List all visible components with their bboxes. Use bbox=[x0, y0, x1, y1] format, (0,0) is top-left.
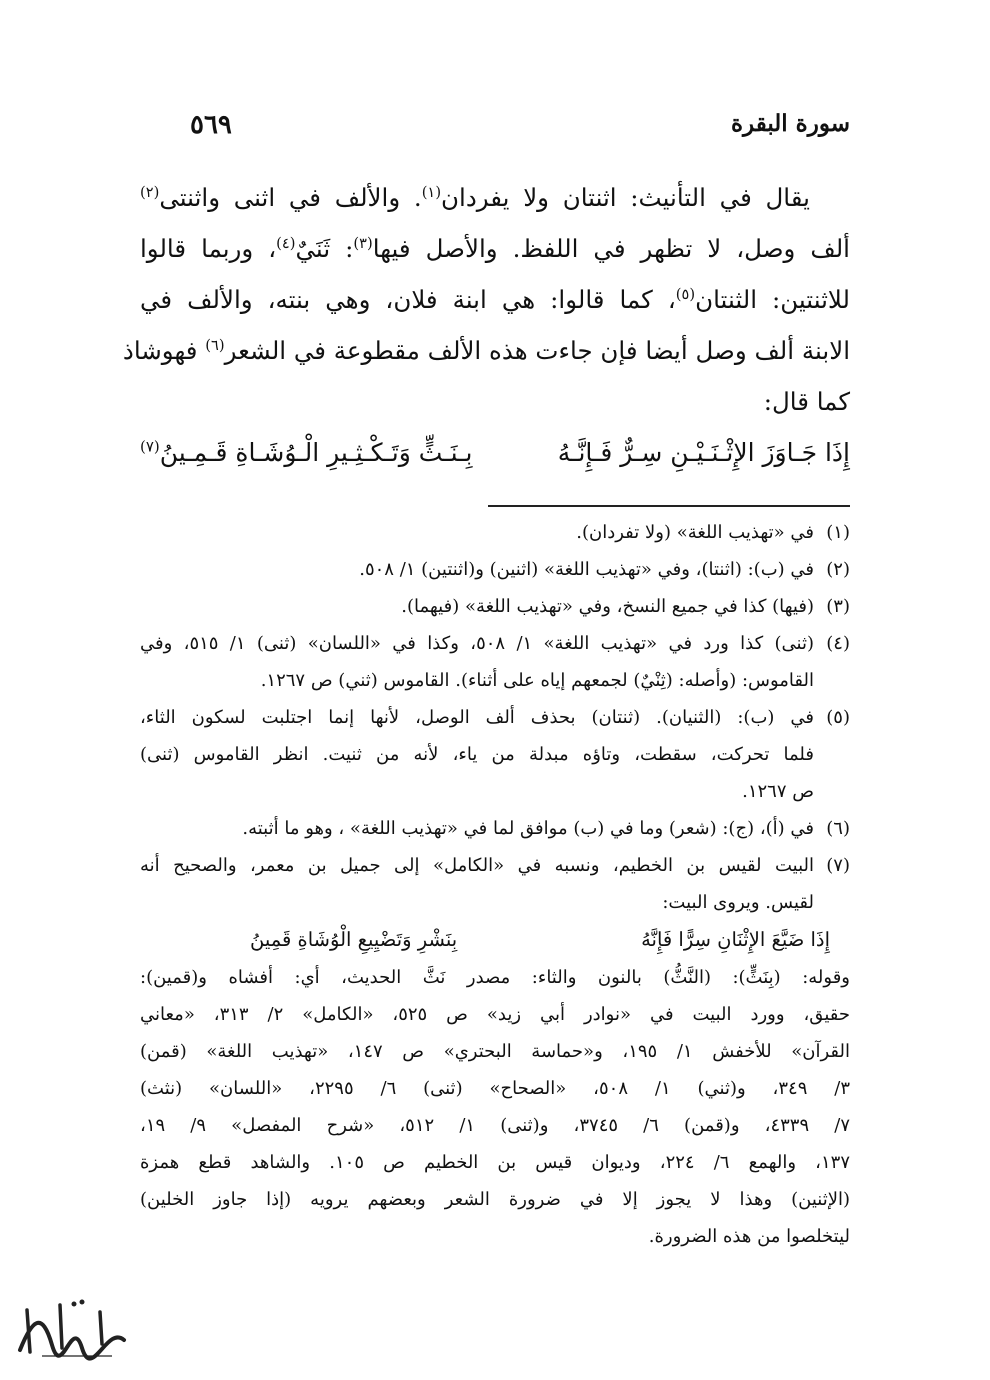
footnote-marker-2: (٢) bbox=[140, 183, 160, 201]
footnote-3 bbox=[140, 588, 850, 625]
main-line-5: كما قال: bbox=[763, 387, 850, 416]
footnote-marker-4: (٤) bbox=[276, 234, 296, 252]
footnote-number: (٢) bbox=[826, 559, 850, 580]
footnote-line: ص ١٢٦٧. bbox=[742, 781, 814, 802]
footnote-line: ١٣٧، والهمع ٦/ ٢٢٤، وديوان قيس بن الخطيم ص ١٠٥. والشاهد قطع همزة bbox=[140, 1152, 850, 1173]
footnote-7 bbox=[140, 847, 850, 921]
footnote-7-continued bbox=[140, 959, 850, 1255]
poetry-verse bbox=[140, 427, 850, 479]
footnote-line: (الإثنين) وهذا لا يجوز إلا في ضرورة الشعر وبعضهم يرويه (إذا جاوز الخلين) bbox=[140, 1189, 850, 1210]
footnote-line: في (ب): (اثنتا)، وفي «تهذيب اللغة» (اثنين) و(اثنتين) ١/ ٥٠٨. bbox=[359, 559, 814, 580]
publisher-logo bbox=[12, 1290, 132, 1370]
footnote-1 bbox=[140, 514, 850, 551]
footnote-separator bbox=[488, 505, 850, 507]
footnote-line: وقوله: (بِنَثٍّ): (النَّثُّ) بالنون والثاء: مصدر نَثَّ الحديث، أي: أفشاه و(قمين): bbox=[140, 967, 850, 988]
footnote-number: (٧) bbox=[826, 855, 850, 876]
footnote-verse-hemistich-2: بِنَشْرِ وَتَضْيِيعِ الْوُشَاةِ قَمِينُ bbox=[250, 928, 458, 951]
footnote-number: (٣) bbox=[826, 596, 850, 617]
footnote-line: (ثنى) كذا ورد في «تهذيب اللغة» ١/ ٥٠٨، وكذا في «اللسان» (ثنى) ١/ ٥١٥، وفي bbox=[140, 633, 814, 654]
footnote-marker-5: (٥) bbox=[675, 285, 696, 303]
main-line-3: للاثنتين: الثنتان$^{(٥)}$، كما قالوا: هي ابنة فلان، وهي بنته، والألف في bbox=[140, 285, 850, 314]
page-header bbox=[190, 110, 850, 150]
footnote-5 bbox=[140, 699, 850, 810]
surah-title: سورة البقرة bbox=[730, 110, 850, 137]
footnote-marker-1: (١) bbox=[421, 183, 442, 201]
main-text bbox=[122, 172, 850, 479]
footnote-6 bbox=[140, 810, 850, 847]
footnote-line: في (ب): (الثنيان). (ثنتان) بحذف ألف الوصل، لأنها إنما اجتلبت لسكون الثاء، bbox=[140, 707, 814, 728]
footnote-line: فلما تحركت، سقطت، وتاؤه مبدلة من ياء، لأنه من ثنيت. انظر القاموس (ثنى) bbox=[140, 744, 814, 765]
footnote-line: في (أ)، (ج): (شعر) وما في (ب) موافق لما في «تهذيب اللغة» ، وهو ما أثبته. bbox=[242, 818, 814, 839]
footnote-4 bbox=[140, 625, 850, 699]
footnote-line: القاموس: (وأصله: (ثِنْيٌ) لجمعهم إياه على أثناء). القاموس (ثني) ص ١٢٦٧. bbox=[260, 670, 814, 691]
main-line-1: يقال في التأنيث: اثنتان ولا يفردان$^{(١)}$. والألف في اثنى واثنتى$^{(٢)}$ bbox=[140, 183, 810, 212]
verse-hemistich-1: إِذَا جَـاوَزَ الإِثْـنَـيْـنِ سِـرٌّ فَـإِنَّـهُ bbox=[557, 438, 850, 467]
footnote-verse bbox=[140, 921, 850, 959]
footnote-line: القرآن» للأخفش ١/ ١٩٥، و«حماسة البحتري» ص ١٤٧، «تهذيب اللغة» (قمن) bbox=[140, 1041, 850, 1062]
footnote-line: في «تهذيب اللغة» (ولا تفردان). bbox=[576, 522, 814, 543]
footnote-line: حقيق، وورد البيت في «نوادر أبي زيد» ص ٥٢٥، «الكامل» ٢/ ٣١٣، «معاني bbox=[140, 1004, 850, 1025]
footnotes bbox=[140, 514, 850, 1255]
footnote-2 bbox=[140, 551, 850, 588]
footnote-line: ٧/ ٤٣٣٩، و(قمن) ٦/ ٣٧٤٥، و(ثنى) ١/ ٥١٢، «شرح المفصل» ٩/ ١٩، bbox=[140, 1115, 851, 1136]
footnote-marker-6: (٦) bbox=[205, 336, 225, 354]
footnote-line: ٣/ ٣٤٩، و(ثني) ١/ ٥٠٨، «الصحاح» (ثنى) ٦/ ٢٢٩٥، «اللسان» (نثث) bbox=[140, 1078, 850, 1099]
footnote-number: (٥) bbox=[826, 707, 850, 728]
verse-hemistich-2: بِـنَـثٍّ وَتَـكْـثِـيرِ الْـوُشَـاةِ قَـمِـينُ$^{(٧)}$ bbox=[140, 437, 473, 467]
footnote-number: (١) bbox=[826, 522, 850, 543]
footnote-line: لقيس. ويروى البيت: bbox=[662, 892, 814, 913]
main-line-4: الابنة ألف وصل أيضا فإن جاءت هذه الألف مقطوعة في الشعر$^{(٦)}$ فهوشاذ bbox=[122, 336, 850, 365]
footnote-line: (فيها) كذا في جميع النسخ، وفي «تهذيب اللغة» (فيهما). bbox=[401, 596, 814, 617]
footnote-marker-7: (٧) bbox=[140, 437, 160, 456]
footnote-verse-hemistich-1: إِذَا ضَيَّعَ الإِثْنَانِ سِرًّا فَإِنَّهُ bbox=[641, 928, 830, 951]
footnote-number: (٤) bbox=[826, 633, 850, 654]
footnote-number: (٦) bbox=[826, 818, 850, 839]
footnote-marker-3: (٣) bbox=[353, 234, 373, 252]
footnote-line: البيت لقيس بن الخطيم، ونسبه في «الكامل» إلى جميل بن معمر، والصحيح أنه bbox=[140, 855, 814, 876]
page-number: ٥٦٩ bbox=[190, 110, 232, 140]
main-line-2: ألف وصل، لا تظهر في اللفظ. والأصل فيها$^{(٣)}$: ثَنَيٌ$^{(٤)}$، وربما قالوا bbox=[140, 234, 850, 263]
footnote-line: ليتخلصوا من هذه الضرورة. bbox=[648, 1226, 850, 1247]
main-paragraph bbox=[122, 172, 850, 427]
